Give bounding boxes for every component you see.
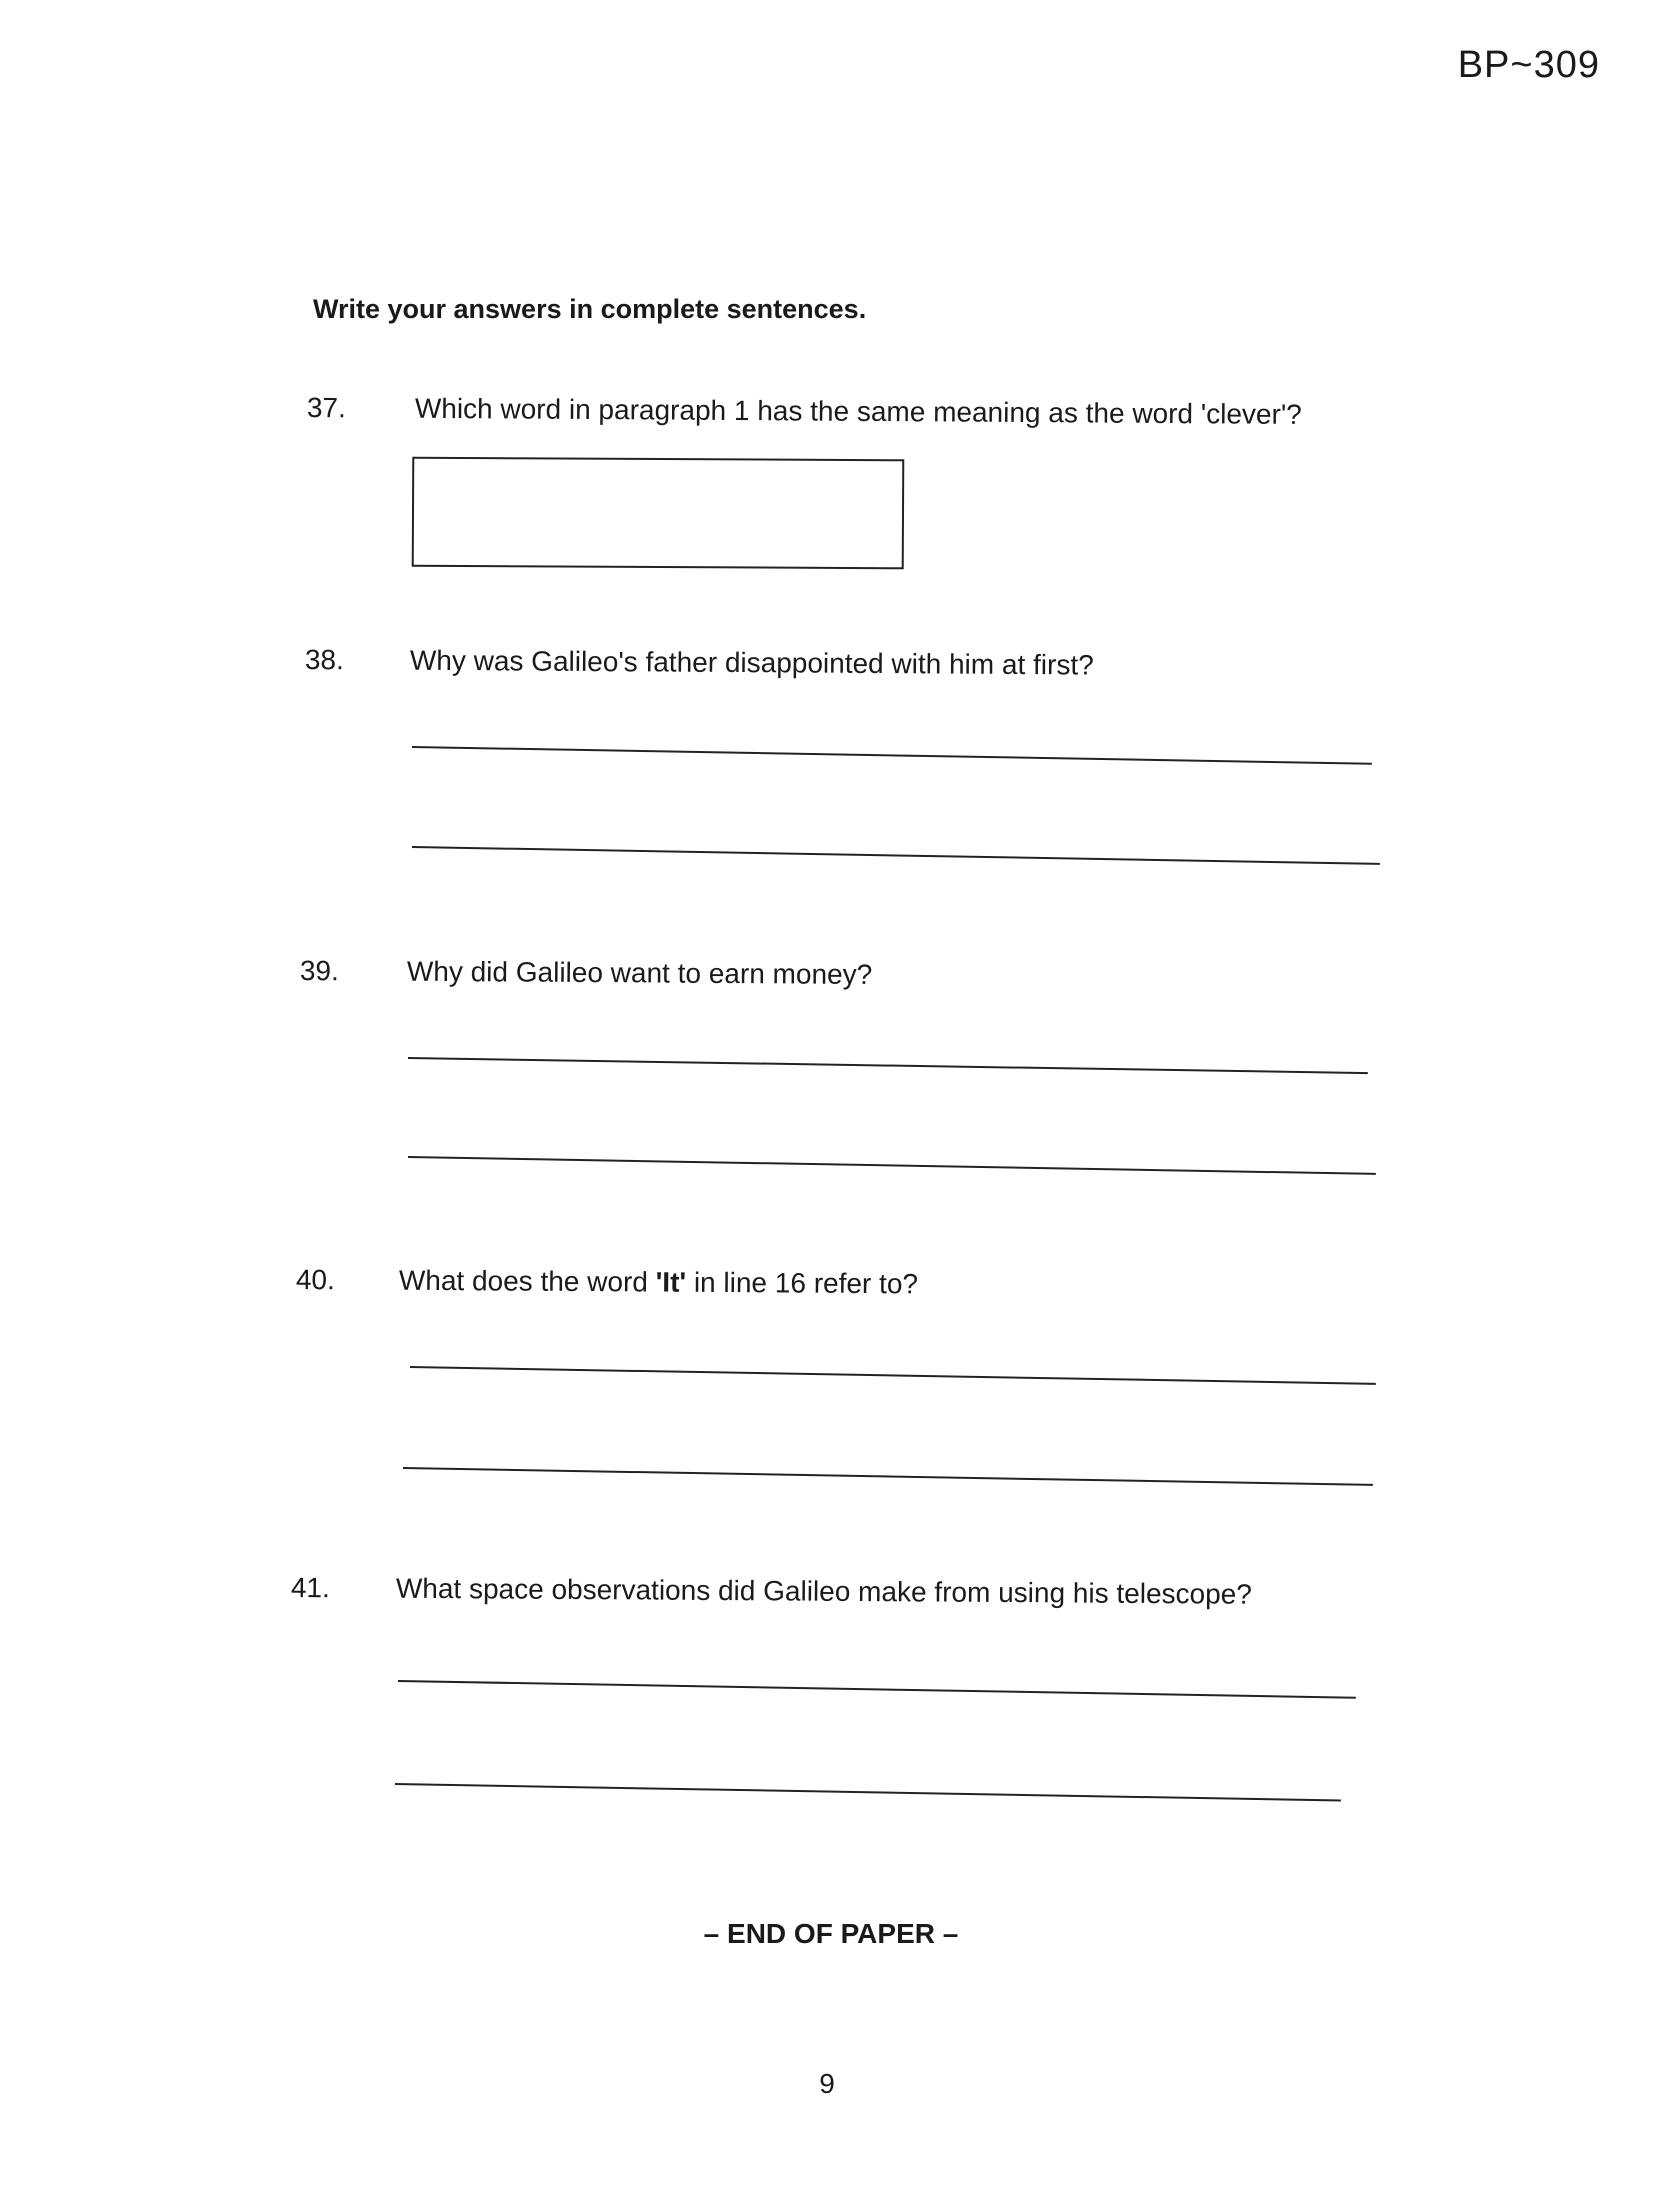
question-text [399,1265,918,1301]
answer-line-41a[interactable] [398,1680,1356,1699]
page-number: 9 [819,2068,835,2099]
answer-line-41b[interactable] [395,1783,1341,1802]
end-of-paper-label: – END OF PAPER – [703,1918,959,1949]
question-number: 41. [290,1572,330,1604]
question-39 [300,955,1400,1003]
answer-line-40a[interactable] [410,1366,1376,1385]
question-41 [291,1572,1391,1620]
answer-line-38b[interactable] [412,846,1380,865]
question-text: Why did Galileo want to earn money? [406,955,873,990]
end-of-paper [0,1918,1654,1950]
question-number: 38. [304,644,344,676]
question-38 [305,644,1405,692]
question-37 [307,392,1407,440]
question-text-bold: 'It' [655,1266,687,1298]
question-text: What space observations did Galileo make from using his telescope? [395,1572,1252,1610]
answer-line-39b[interactable] [408,1156,1376,1175]
question-text-part: What does the word [398,1264,656,1298]
answer-line-39a[interactable] [408,1057,1368,1074]
question-number: 39. [299,955,339,987]
question-number: 37. [306,392,346,424]
answer-line-38a[interactable] [412,746,1372,765]
paper-code: BP~309 [1457,44,1600,86]
question-number: 40. [295,1264,335,1296]
instruction-text: Write your answers in complete sentences. [313,294,867,324]
question-40 [296,1264,1396,1312]
question-text: Why was Galileo's father disappointed with him at first? [409,644,1094,681]
answer-box-37[interactable] [412,457,905,570]
question-text: Which word in paragraph 1 has the same meaning as the word 'clever'? [414,392,1302,430]
question-text-part: in line 16 refer to? [686,1266,919,1300]
answer-line-40b[interactable] [403,1467,1373,1486]
